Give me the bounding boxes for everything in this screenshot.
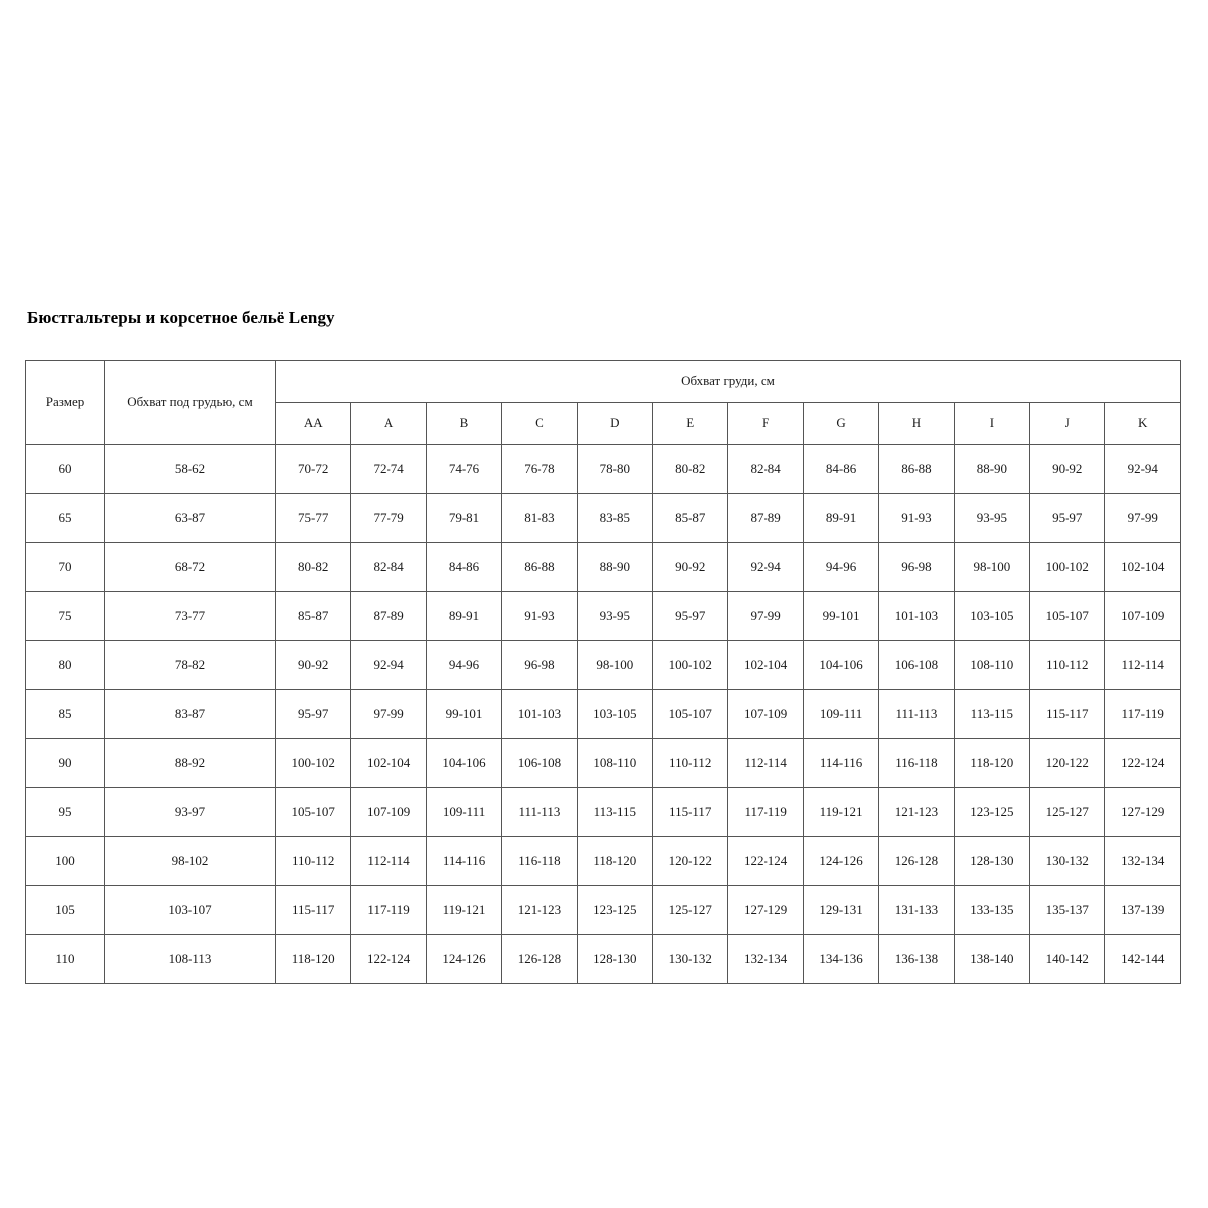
header-size: Размер <box>26 361 105 445</box>
cell-bust-c: 101-103 <box>502 690 577 739</box>
cell-bust-h: 101-103 <box>879 592 954 641</box>
cell-bust-a: 72-74 <box>351 445 426 494</box>
cell-bust-i: 98-100 <box>954 543 1029 592</box>
header-cup-h: H <box>879 403 954 445</box>
cell-bust-g: 84-86 <box>803 445 878 494</box>
cell-bust-j: 120-122 <box>1030 739 1105 788</box>
cell-bust-aa: 100-102 <box>276 739 351 788</box>
cell-bust-i: 118-120 <box>954 739 1029 788</box>
cell-bust-g: 129-131 <box>803 886 878 935</box>
cell-size: 65 <box>26 494 105 543</box>
cell-bust-e: 90-92 <box>653 543 728 592</box>
header-cup-aa: AA <box>276 403 351 445</box>
cell-underbust: 108-113 <box>105 935 276 984</box>
table-row <box>26 445 1181 494</box>
cell-bust-d: 98-100 <box>577 641 652 690</box>
header-cup-a: A <box>351 403 426 445</box>
cell-bust-f: 92-94 <box>728 543 803 592</box>
cell-bust-h: 91-93 <box>879 494 954 543</box>
cell-bust-e: 110-112 <box>653 739 728 788</box>
cell-bust-c: 96-98 <box>502 641 577 690</box>
table-row <box>26 494 1181 543</box>
cell-bust-b: 114-116 <box>426 837 501 886</box>
cell-bust-b: 119-121 <box>426 886 501 935</box>
cell-bust-e: 125-127 <box>653 886 728 935</box>
cell-bust-b: 99-101 <box>426 690 501 739</box>
cell-bust-c: 111-113 <box>502 788 577 837</box>
cell-bust-i: 93-95 <box>954 494 1029 543</box>
cell-size: 70 <box>26 543 105 592</box>
cell-bust-f: 112-114 <box>728 739 803 788</box>
cell-bust-h: 136-138 <box>879 935 954 984</box>
cell-size: 75 <box>26 592 105 641</box>
header-cup-f: F <box>728 403 803 445</box>
cell-bust-aa: 118-120 <box>276 935 351 984</box>
cell-bust-g: 94-96 <box>803 543 878 592</box>
cell-bust-c: 121-123 <box>502 886 577 935</box>
cell-bust-a: 97-99 <box>351 690 426 739</box>
cell-size: 100 <box>26 837 105 886</box>
cell-bust-h: 126-128 <box>879 837 954 886</box>
cell-bust-j: 115-117 <box>1030 690 1105 739</box>
cell-bust-e: 85-87 <box>653 494 728 543</box>
cell-bust-b: 109-111 <box>426 788 501 837</box>
table-header <box>26 361 1181 445</box>
cell-bust-b: 104-106 <box>426 739 501 788</box>
cell-bust-aa: 105-107 <box>276 788 351 837</box>
cell-size: 110 <box>26 935 105 984</box>
cell-bust-a: 77-79 <box>351 494 426 543</box>
cell-bust-aa: 70-72 <box>276 445 351 494</box>
header-cup-k: K <box>1105 403 1181 445</box>
cell-bust-j: 140-142 <box>1030 935 1105 984</box>
cell-bust-e: 130-132 <box>653 935 728 984</box>
cell-bust-b: 84-86 <box>426 543 501 592</box>
cell-bust-a: 102-104 <box>351 739 426 788</box>
cell-bust-i: 103-105 <box>954 592 1029 641</box>
cell-bust-b: 94-96 <box>426 641 501 690</box>
cell-bust-e: 105-107 <box>653 690 728 739</box>
table-row <box>26 543 1181 592</box>
cell-bust-b: 74-76 <box>426 445 501 494</box>
cell-bust-b: 124-126 <box>426 935 501 984</box>
cell-bust-k: 107-109 <box>1105 592 1181 641</box>
header-underbust: Обхват под грудью, см <box>105 361 276 445</box>
cell-bust-a: 122-124 <box>351 935 426 984</box>
cell-bust-aa: 80-82 <box>276 543 351 592</box>
cell-bust-j: 105-107 <box>1030 592 1105 641</box>
cell-underbust: 68-72 <box>105 543 276 592</box>
cell-bust-e: 115-117 <box>653 788 728 837</box>
table-body <box>26 445 1181 984</box>
cell-bust-f: 107-109 <box>728 690 803 739</box>
header-cup-d: D <box>577 403 652 445</box>
cell-bust-k: 132-134 <box>1105 837 1181 886</box>
cell-bust-i: 138-140 <box>954 935 1029 984</box>
cell-underbust: 78-82 <box>105 641 276 690</box>
cell-bust-d: 108-110 <box>577 739 652 788</box>
cell-underbust: 83-87 <box>105 690 276 739</box>
cell-underbust: 63-87 <box>105 494 276 543</box>
cell-bust-f: 117-119 <box>728 788 803 837</box>
cell-bust-e: 95-97 <box>653 592 728 641</box>
header-cup-i: I <box>954 403 1029 445</box>
cell-bust-a: 92-94 <box>351 641 426 690</box>
cell-bust-e: 80-82 <box>653 445 728 494</box>
cell-size: 105 <box>26 886 105 935</box>
cell-bust-i: 128-130 <box>954 837 1029 886</box>
cell-bust-g: 104-106 <box>803 641 878 690</box>
cell-bust-g: 89-91 <box>803 494 878 543</box>
cell-bust-d: 128-130 <box>577 935 652 984</box>
cell-bust-d: 88-90 <box>577 543 652 592</box>
cell-bust-d: 113-115 <box>577 788 652 837</box>
cell-bust-j: 135-137 <box>1030 886 1105 935</box>
cell-bust-j: 125-127 <box>1030 788 1105 837</box>
header-cup-j: J <box>1030 403 1105 445</box>
cell-bust-c: 81-83 <box>502 494 577 543</box>
cell-bust-aa: 75-77 <box>276 494 351 543</box>
header-bust-group: Обхват груди, см <box>276 361 1181 403</box>
table-row <box>26 788 1181 837</box>
table-row <box>26 690 1181 739</box>
cell-bust-c: 116-118 <box>502 837 577 886</box>
cell-bust-c: 91-93 <box>502 592 577 641</box>
cell-bust-j: 100-102 <box>1030 543 1105 592</box>
table-row <box>26 886 1181 935</box>
cell-bust-k: 112-114 <box>1105 641 1181 690</box>
cell-underbust: 98-102 <box>105 837 276 886</box>
cell-bust-k: 97-99 <box>1105 494 1181 543</box>
cell-bust-d: 103-105 <box>577 690 652 739</box>
cell-bust-b: 79-81 <box>426 494 501 543</box>
cell-bust-aa: 90-92 <box>276 641 351 690</box>
cell-bust-g: 134-136 <box>803 935 878 984</box>
table-row <box>26 592 1181 641</box>
cell-size: 85 <box>26 690 105 739</box>
cell-bust-c: 86-88 <box>502 543 577 592</box>
cell-bust-d: 118-120 <box>577 837 652 886</box>
cell-bust-a: 87-89 <box>351 592 426 641</box>
cell-bust-h: 96-98 <box>879 543 954 592</box>
cell-bust-h: 106-108 <box>879 641 954 690</box>
cell-bust-j: 110-112 <box>1030 641 1105 690</box>
cell-bust-a: 82-84 <box>351 543 426 592</box>
cell-bust-j: 90-92 <box>1030 445 1105 494</box>
table-row <box>26 641 1181 690</box>
cell-bust-i: 88-90 <box>954 445 1029 494</box>
table-header-row-1 <box>26 361 1181 403</box>
cell-bust-f: 97-99 <box>728 592 803 641</box>
cell-bust-e: 120-122 <box>653 837 728 886</box>
cell-underbust: 73-77 <box>105 592 276 641</box>
cell-bust-aa: 110-112 <box>276 837 351 886</box>
cell-bust-k: 122-124 <box>1105 739 1181 788</box>
cell-bust-k: 137-139 <box>1105 886 1181 935</box>
cell-bust-k: 127-129 <box>1105 788 1181 837</box>
cell-bust-k: 92-94 <box>1105 445 1181 494</box>
table-row <box>26 739 1181 788</box>
cell-bust-g: 109-111 <box>803 690 878 739</box>
cell-bust-e: 100-102 <box>653 641 728 690</box>
cell-underbust: 58-62 <box>105 445 276 494</box>
header-cup-b: B <box>426 403 501 445</box>
cell-bust-g: 119-121 <box>803 788 878 837</box>
cell-bust-c: 106-108 <box>502 739 577 788</box>
cell-bust-j: 95-97 <box>1030 494 1105 543</box>
cell-bust-f: 127-129 <box>728 886 803 935</box>
cell-size: 95 <box>26 788 105 837</box>
header-cup-e: E <box>653 403 728 445</box>
cell-bust-aa: 85-87 <box>276 592 351 641</box>
cell-bust-d: 93-95 <box>577 592 652 641</box>
cell-bust-d: 123-125 <box>577 886 652 935</box>
cell-bust-h: 131-133 <box>879 886 954 935</box>
cell-bust-i: 108-110 <box>954 641 1029 690</box>
cell-bust-a: 112-114 <box>351 837 426 886</box>
table-row <box>26 837 1181 886</box>
cell-underbust: 93-97 <box>105 788 276 837</box>
cell-size: 80 <box>26 641 105 690</box>
cell-underbust: 103-107 <box>105 886 276 935</box>
cell-bust-f: 122-124 <box>728 837 803 886</box>
cell-bust-h: 111-113 <box>879 690 954 739</box>
cell-bust-j: 130-132 <box>1030 837 1105 886</box>
cell-bust-h: 116-118 <box>879 739 954 788</box>
cell-bust-g: 114-116 <box>803 739 878 788</box>
header-cup-g: G <box>803 403 878 445</box>
cell-bust-k: 142-144 <box>1105 935 1181 984</box>
cell-bust-i: 113-115 <box>954 690 1029 739</box>
cell-bust-g: 124-126 <box>803 837 878 886</box>
cell-bust-i: 133-135 <box>954 886 1029 935</box>
page-title: Бюстгальтеры и корсетное бельё Lengy <box>27 308 335 327</box>
cell-underbust: 88-92 <box>105 739 276 788</box>
table-row <box>26 935 1181 984</box>
cell-bust-f: 102-104 <box>728 641 803 690</box>
cell-bust-aa: 95-97 <box>276 690 351 739</box>
cell-size: 90 <box>26 739 105 788</box>
cell-bust-h: 121-123 <box>879 788 954 837</box>
cell-bust-c: 126-128 <box>502 935 577 984</box>
cell-bust-g: 99-101 <box>803 592 878 641</box>
cell-bust-k: 117-119 <box>1105 690 1181 739</box>
cell-bust-c: 76-78 <box>502 445 577 494</box>
cell-bust-f: 87-89 <box>728 494 803 543</box>
cell-bust-h: 86-88 <box>879 445 954 494</box>
cell-bust-b: 89-91 <box>426 592 501 641</box>
cell-bust-d: 83-85 <box>577 494 652 543</box>
cell-bust-aa: 115-117 <box>276 886 351 935</box>
size-chart-table <box>25 360 1181 984</box>
cell-bust-k: 102-104 <box>1105 543 1181 592</box>
cell-bust-a: 117-119 <box>351 886 426 935</box>
size-chart-container <box>25 360 1181 984</box>
cell-bust-f: 132-134 <box>728 935 803 984</box>
cell-bust-f: 82-84 <box>728 445 803 494</box>
cell-bust-a: 107-109 <box>351 788 426 837</box>
header-cup-c: C <box>502 403 577 445</box>
cell-bust-i: 123-125 <box>954 788 1029 837</box>
cell-size: 60 <box>26 445 105 494</box>
cell-bust-d: 78-80 <box>577 445 652 494</box>
